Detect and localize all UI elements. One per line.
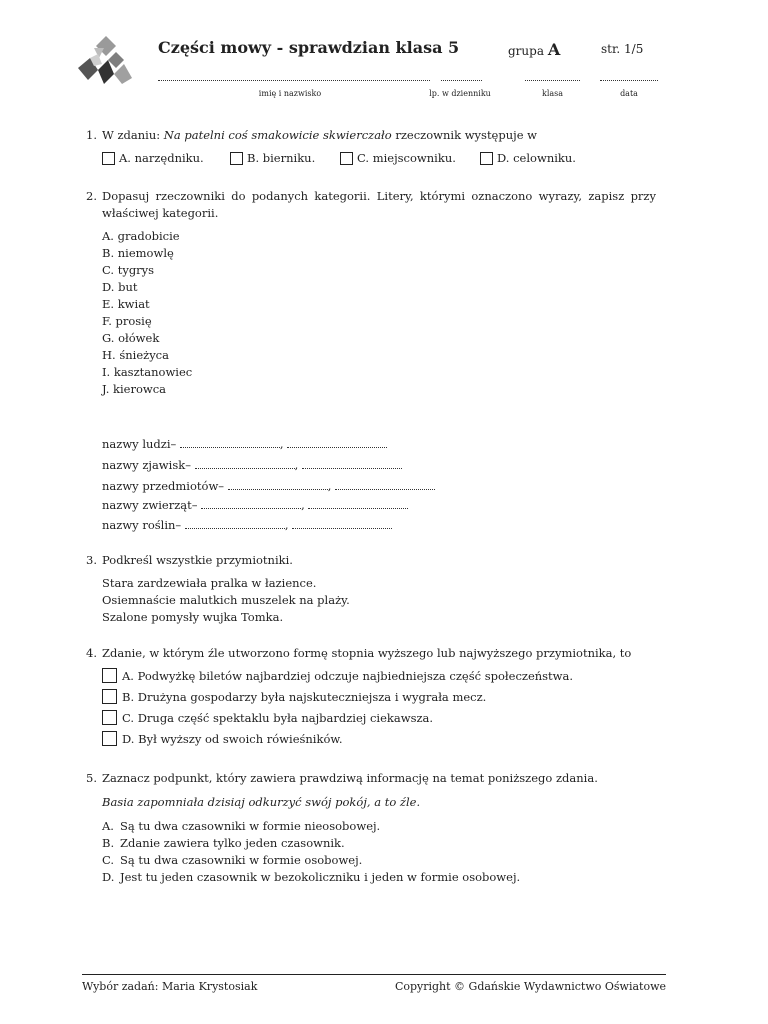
list-item: J. kierowca [102, 382, 167, 396]
question-3: 3. Podkreśl wszystkie przymiotniki. [86, 553, 293, 567]
name-field-label: imię i nazwisko [258, 89, 322, 98]
q4-option-b[interactable]: B. Drużyna gospodarzy była najskuteczniejsza i wygrała mecz. [102, 689, 486, 704]
checkbox[interactable] [480, 152, 493, 165]
list-item: I. kasztanowiec [102, 365, 193, 379]
checkbox[interactable] [102, 710, 117, 725]
checkbox[interactable] [102, 731, 117, 746]
date-field[interactable] [600, 80, 658, 81]
number-field-label: lp. w dzienniku [429, 89, 491, 98]
q3-sentences [102, 575, 350, 626]
question-number: 1. [86, 128, 97, 142]
q5-option-b[interactable]: B. Zdanie zawiera tylko jeden czasownik. [102, 836, 345, 850]
question-5: 5. Zaznacz podpunkt, który zawiera prawdziwą informację na temat poniższego zdania. [86, 771, 598, 785]
list-item: E. kwiat [102, 297, 150, 311]
q2-word-list [102, 228, 192, 398]
answer-blank[interactable] [308, 498, 408, 509]
date-field-label: data [620, 89, 638, 98]
checkbox[interactable] [230, 152, 243, 165]
q2-category-objects: nazwy przedmiotów– , [102, 478, 435, 495]
answer-blank[interactable] [228, 479, 328, 490]
q1-options [102, 151, 662, 169]
list-item: D. but [102, 280, 138, 294]
class-field-label: klasa [541, 89, 564, 98]
q5-option-d[interactable]: D. Jest tu jeden czasownik w bezokoliczniku i jeden w formie osobowej. [102, 870, 521, 884]
publisher-logo [76, 34, 136, 86]
q5-options [102, 818, 520, 886]
question-number: 5. [86, 771, 97, 785]
q3-sentence[interactable]: Szalone pomysły wujka Tomka. [102, 610, 284, 624]
list-item: B. niemowlę [102, 246, 174, 260]
q1-option-b[interactable]: B. bierniku. [230, 151, 315, 165]
question-4: 4. Zdanie, w którym źle utworzono formę stopnia wyższego lub najwyższego przymiotnika, to [86, 646, 632, 660]
answer-blank[interactable] [201, 498, 301, 509]
group-label: grupa A [508, 40, 561, 59]
question-number: 2. [86, 189, 97, 203]
q2-category-people: nazwy ludzi– , [102, 436, 387, 453]
list-item: H. śnieżyca [102, 348, 169, 362]
q1-option-a[interactable]: A. narzędniku. [102, 151, 204, 165]
list-item: A. gradobicie [102, 229, 180, 243]
q5-sentence: Basia zapomniała dzisiaj odkurzyć swój pokój, a to źle. [102, 795, 421, 809]
q4-option-d[interactable]: D. Był wyższy od swoich rówieśników. [102, 731, 343, 746]
q1-option-d[interactable]: D. celowniku. [480, 151, 576, 165]
question-number: 4. [86, 646, 97, 660]
class-field[interactable] [525, 80, 580, 81]
q1-sentence: Na patelni coś smakowicie skwierczało [163, 128, 392, 142]
q2-category-animals: nazwy zwierząt– , [102, 497, 408, 514]
q5-option-c[interactable]: C. Są tu dwa czasowniki w formie osobowej. [102, 853, 363, 867]
question-1: 1. W zdaniu: Na patelni coś smakowicie skwierczało rzeczownik występuje w [86, 128, 538, 142]
q2-category-phenomena: nazwy zjawisk– , [102, 457, 402, 474]
question-2: 2. Dopasuj rzeczowniki do podanych kategorii. Litery, którymi oznaczono wyrazy, zapisz przy właściwej kategorii. [86, 189, 656, 220]
q3-sentence[interactable]: Osiemnaście malutkich muszelek na plaży. [102, 593, 350, 607]
checkbox[interactable] [102, 152, 115, 165]
page-title: Części mowy - sprawdzian klasa 5 [158, 38, 460, 57]
question-number: 3. [86, 553, 97, 567]
answer-blank[interactable] [287, 437, 387, 448]
q3-sentence[interactable]: Stara zardzewiała pralka w łazience. [102, 576, 317, 590]
q4-option-c[interactable]: C. Druga część spektaklu była najbardziej ciekawsza. [102, 710, 433, 725]
answer-blank[interactable] [302, 458, 402, 469]
list-item: G. ołówek [102, 331, 160, 345]
answer-blank[interactable] [185, 518, 285, 529]
checkbox[interactable] [102, 668, 117, 683]
name-field[interactable] [158, 80, 430, 81]
q5-option-a[interactable]: A. Są tu dwa czasowniki w formie nieosobowej. [102, 819, 381, 833]
footer-author: Wybór zadań: Maria Krystosiak [82, 980, 258, 993]
q2-category-plants: nazwy roślin– , [102, 517, 392, 534]
footer-copyright: Copyright © Gdańskie Wydawnictwo Oświatowe [394, 980, 666, 993]
q1-option-c[interactable]: C. miejscowniku. [340, 151, 456, 165]
group-letter: A [547, 40, 561, 59]
answer-blank[interactable] [180, 437, 280, 448]
checkbox[interactable] [340, 152, 353, 165]
footer-divider [82, 974, 666, 975]
list-item: C. tygrys [102, 263, 155, 277]
answer-blank[interactable] [335, 479, 435, 490]
answer-blank[interactable] [195, 458, 295, 469]
answer-blank[interactable] [292, 518, 392, 529]
page-number: str. 1/5 [601, 42, 644, 56]
checkbox[interactable] [102, 689, 117, 704]
list-item: F. prosię [102, 314, 152, 328]
number-field[interactable] [441, 80, 482, 81]
q4-option-a[interactable]: A. Podwyżkę biletów najbardziej odczuje najbiedniejsza część społeczeństwa. [102, 668, 573, 683]
